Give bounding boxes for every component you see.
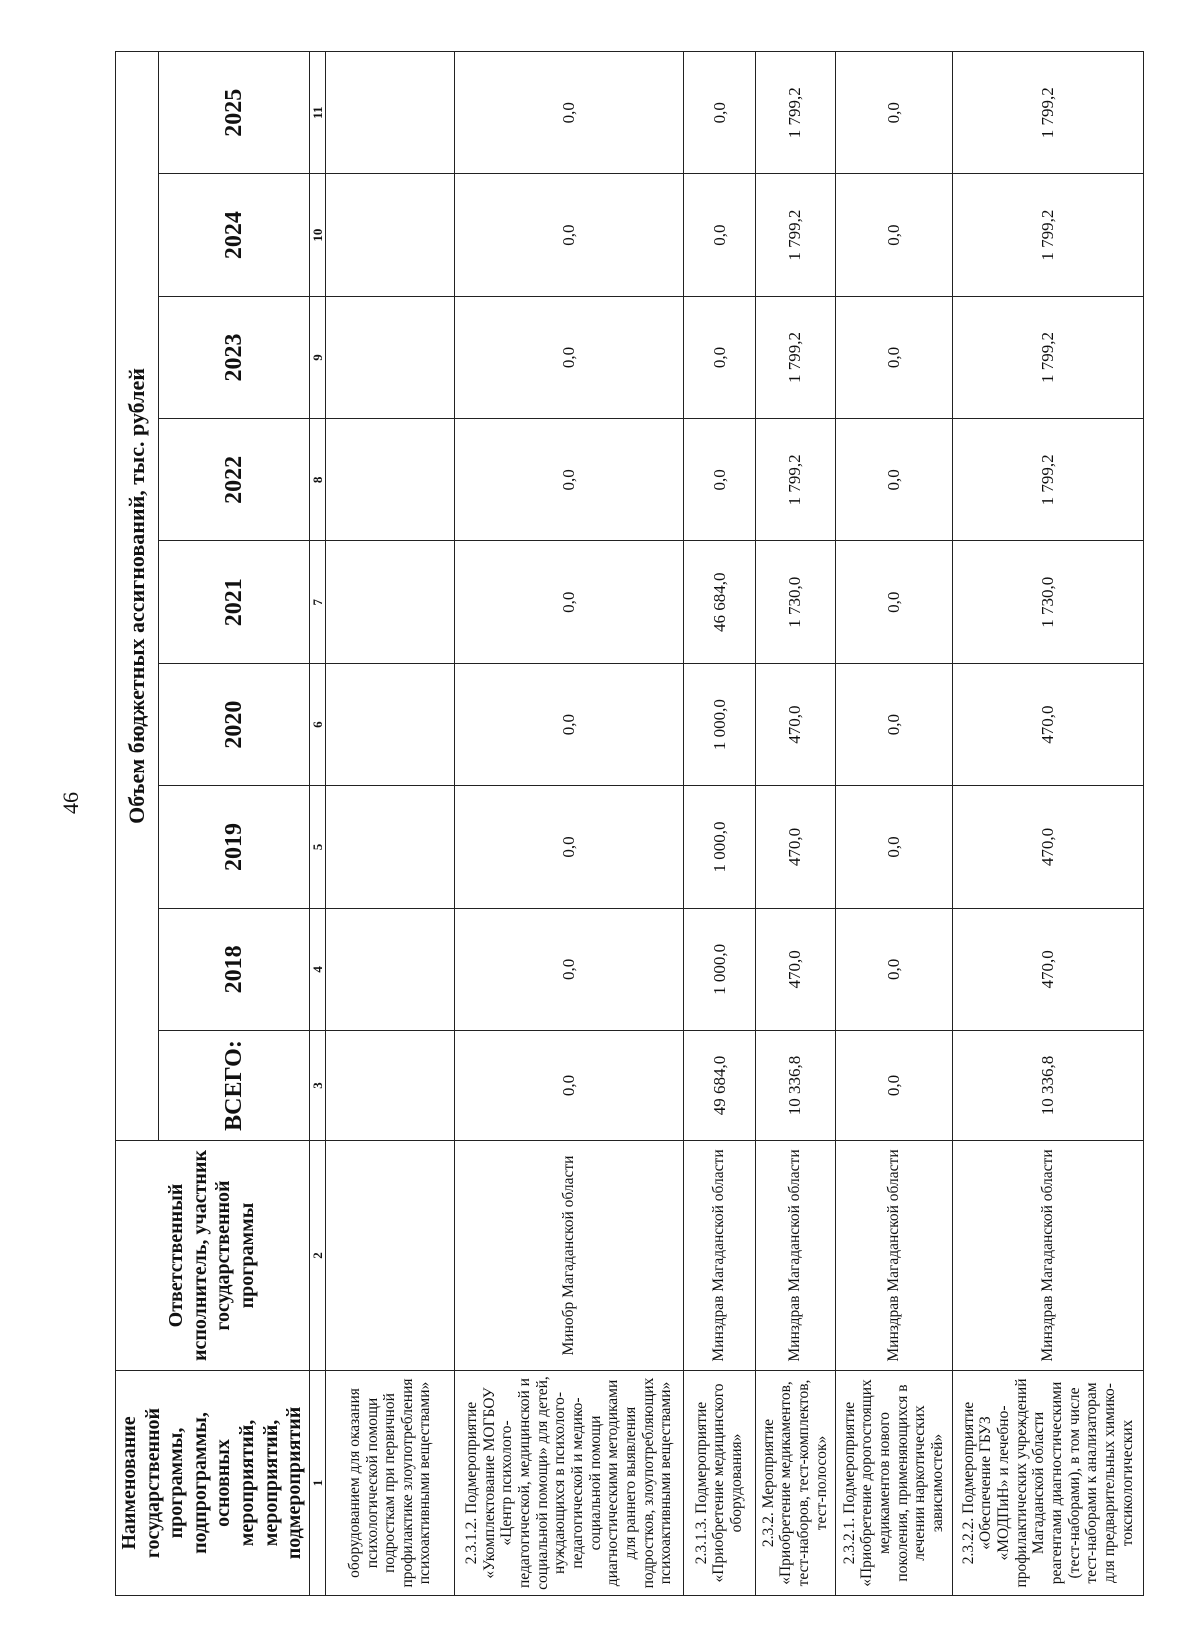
row-year-value-cell: 0,0 <box>835 174 952 296</box>
header-year: 2025 <box>159 52 310 174</box>
row-year-value-cell: 470,0 <box>952 663 1144 785</box>
row-name-cell: 2.3.1.2. Подмероприятие «Укомплектование МОГБОУ «Центр психолого-педагогической, медицинской и социальной помощи» для детей, нуждающихся в психолого-педагогической и медико-социальной помощи диагностическими методиками для раннего выявления подростков, злоупотребляющих психоактивными веществами» <box>454 1371 683 1596</box>
row-year-value-cell: 0,0 <box>454 174 683 296</box>
row-year-value-cell: 470,0 <box>952 786 1144 908</box>
column-number: 7 <box>309 541 325 663</box>
header-year: 2019 <box>159 786 310 908</box>
row-year-value-cell: 0,0 <box>835 296 952 418</box>
row-year-value-cell <box>326 908 455 1030</box>
row-year-value-cell <box>326 541 455 663</box>
row-year-value-cell: 0,0 <box>683 52 755 174</box>
row-year-value-cell: 1 730,0 <box>952 541 1144 663</box>
row-year-value-cell: 0,0 <box>835 541 952 663</box>
row-year-value-cell: 1 730,0 <box>755 541 835 663</box>
row-executor-cell: Минздрав Магаданской области <box>683 1141 755 1371</box>
column-number: 2 <box>309 1141 325 1371</box>
row-year-value-cell: 470,0 <box>755 786 835 908</box>
column-number: 4 <box>309 908 325 1030</box>
header-year: 2021 <box>159 541 310 663</box>
row-total-cell: 0,0 <box>454 1031 683 1141</box>
row-total-cell <box>326 1031 455 1141</box>
row-year-value-cell: 0,0 <box>683 419 755 541</box>
header-year: 2024 <box>159 174 310 296</box>
column-number: 9 <box>309 296 325 418</box>
table-row <box>952 52 1144 1596</box>
row-executor-cell <box>326 1141 455 1371</box>
table-row <box>835 52 952 1596</box>
row-year-value-cell: 1 799,2 <box>952 296 1144 418</box>
row-year-value-cell: 470,0 <box>952 908 1144 1030</box>
row-year-value-cell: 0,0 <box>454 541 683 663</box>
header-budget: Объем бюджетных ассигнований, тыс. рублей <box>116 52 159 1141</box>
row-year-value-cell: 0,0 <box>454 296 683 418</box>
row-year-value-cell: 1 799,2 <box>952 419 1144 541</box>
header-name: Наименование государственной программы, подпрограммы, основных мероприятий, мероприятий, подмероприятий <box>116 1371 310 1596</box>
rotated-page <box>115 51 1136 1596</box>
row-year-value-cell: 0,0 <box>835 786 952 908</box>
row-year-value-cell: 46 684,0 <box>683 541 755 663</box>
row-name-cell: оборудованием для оказания психологической помощи подросткам при первичной профилактике злоупотребления психоактивными веществами» <box>326 1371 455 1596</box>
row-executor-cell: Минздрав Магаданской области <box>835 1141 952 1371</box>
row-name-cell: 2.3.2.1. Подмероприятие «Приобретение дорогостоящих медикаментов нового поколения, применяющихся в лечении наркотических зависимостей» <box>835 1371 952 1596</box>
row-name-cell: 2.3.1.3. Подмероприятие «Приобретение медицинского оборудования» <box>683 1371 755 1596</box>
row-year-value-cell: 0,0 <box>835 908 952 1030</box>
row-year-value-cell: 1 799,2 <box>755 296 835 418</box>
column-number: 11 <box>309 52 325 174</box>
row-year-value-cell: 1 000,0 <box>683 663 755 785</box>
column-number: 1 <box>309 1371 325 1596</box>
header-year: 2018 <box>159 908 310 1030</box>
row-total-cell: 49 684,0 <box>683 1031 755 1141</box>
row-year-value-cell: 1 000,0 <box>683 786 755 908</box>
row-year-value-cell <box>326 419 455 541</box>
row-total-cell: 0,0 <box>835 1031 952 1141</box>
row-name-cell: 2.3.2. Мероприятие «Приобретение медикаментов, тест-наборов, тест-комплектов, тест-полосок» <box>755 1371 835 1596</box>
header-total: ВСЕГО: <box>159 1031 310 1141</box>
column-number: 6 <box>309 663 325 785</box>
column-number: 8 <box>309 419 325 541</box>
row-year-value-cell: 1 799,2 <box>755 174 835 296</box>
row-year-value-cell: 0,0 <box>835 419 952 541</box>
column-number-row <box>309 52 325 1596</box>
row-year-value-cell <box>326 786 455 908</box>
row-year-value-cell: 0,0 <box>454 419 683 541</box>
row-year-value-cell: 0,0 <box>683 174 755 296</box>
row-year-value-cell: 1 799,2 <box>755 52 835 174</box>
row-year-value-cell <box>326 663 455 785</box>
row-name-cell: 2.3.2.2. Подмероприятие «Обеспечение ГБУЗ «МОДПиН» и лечебно-профилактических учреждений Магаданской области реагентами диагностическими (тест-наборами), в том числе тест-наборами к анализаторам для предварительных химико-токсикологических <box>952 1371 1144 1596</box>
row-year-value-cell: 1 000,0 <box>683 908 755 1030</box>
row-year-value-cell <box>326 174 455 296</box>
table-body <box>326 52 1144 1596</box>
row-total-cell: 10 336,8 <box>755 1031 835 1141</box>
row-year-value-cell: 1 799,2 <box>755 419 835 541</box>
row-year-value-cell: 470,0 <box>755 908 835 1030</box>
row-year-value-cell: 1 799,2 <box>952 52 1144 174</box>
row-executor-cell: Минобр Магаданской области <box>454 1141 683 1371</box>
table-row <box>683 52 755 1596</box>
header-row-1 <box>116 52 159 1596</box>
row-year-value-cell: 1 799,2 <box>952 174 1144 296</box>
row-year-value-cell: 470,0 <box>755 663 835 785</box>
row-year-value-cell: 0,0 <box>454 908 683 1030</box>
row-year-value-cell: 0,0 <box>835 663 952 785</box>
row-executor-cell: Минздрав Магаданской области <box>952 1141 1144 1371</box>
header-executor: Ответственный исполнитель, участник государственной программы <box>116 1141 310 1371</box>
column-number: 3 <box>309 1031 325 1141</box>
header-year: 2023 <box>159 296 310 418</box>
row-year-value-cell: 0,0 <box>454 52 683 174</box>
row-year-value-cell: 0,0 <box>835 52 952 174</box>
row-year-value-cell: 0,0 <box>454 663 683 785</box>
column-number: 5 <box>309 786 325 908</box>
row-year-value-cell: 0,0 <box>683 296 755 418</box>
header-year: 2020 <box>159 663 310 785</box>
row-total-cell: 10 336,8 <box>952 1031 1144 1141</box>
budget-table <box>115 51 1144 1596</box>
table-row <box>326 52 455 1596</box>
row-year-value-cell: 0,0 <box>454 786 683 908</box>
row-year-value-cell <box>326 296 455 418</box>
table-row <box>454 52 683 1596</box>
row-year-value-cell <box>326 52 455 174</box>
page-number: 46 <box>58 792 83 814</box>
header-year: 2022 <box>159 419 310 541</box>
column-number: 10 <box>309 174 325 296</box>
row-executor-cell: Минздрав Магаданской области <box>755 1141 835 1371</box>
table-row <box>755 52 835 1596</box>
